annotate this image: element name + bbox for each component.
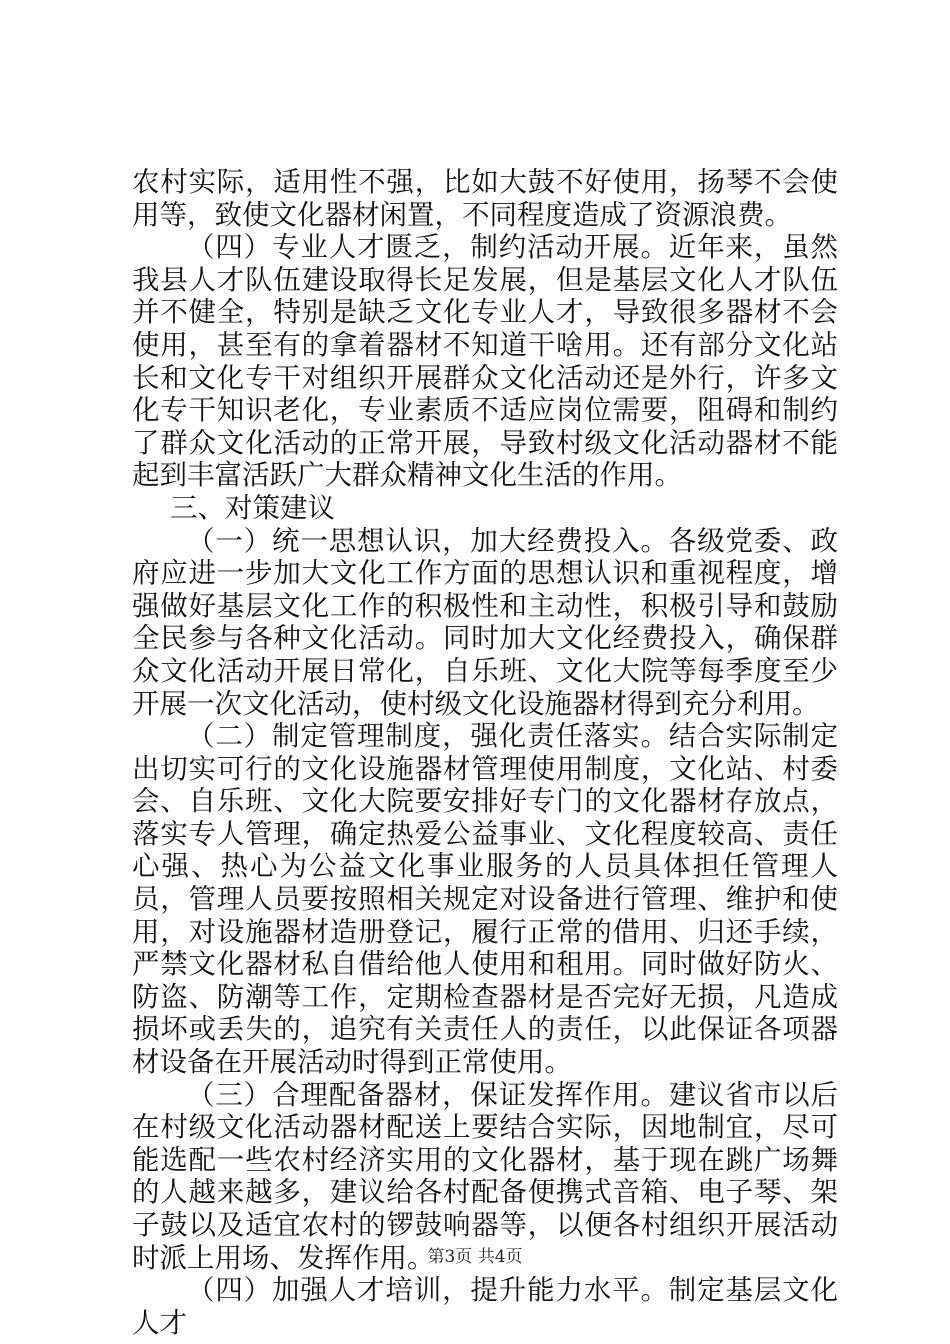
paragraph-3: （一）统一思想认识，加大经费投入。各级党委、政府应进一步加大文化工作方面的思想认识和重视程度，增强做好基层文化工作的积极性和主动性，积极引导和鼓励全民参与各种文化活动。同时加大文化经费投入，确保群众文化活动开展日常化，自乐班、文化大院等每季度至少开展一次文化活动，使村级文化设施器材得到充分利用。: [132, 524, 838, 720]
paragraph-1: 农村实际，适用性不强，比如大鼓不好使用，扬琴不会使用等，致使文化器材闲置，不同程度造成了资源浪费。: [132, 166, 838, 231]
section-heading: 三、对策建议: [170, 491, 335, 524]
paragraph-2: （四）专业人才匮乏，制约活动开展。近年来，虽然我县人才队伍建设取得长足发展，但是基层文化人才队伍并不健全，特别是缺乏文化专业人才，导致很多器材不会使用，甚至有的拿着器材不知道干啥用。还有部分文化站长和文化专干对组织开展群众文化活动还是外行，许多文化专干知识老化，专业素质不适应岗位需要，阻碍和制约了群众文化活动的正常开展，导致村级文化活动器材不能起到丰富活跃广大群众精神文化生活的作用。: [132, 231, 838, 492]
page-footer: 第3页 共4页: [427, 1247, 523, 1267]
document-body: [132, 166, 838, 1339]
paragraph-5: （三）合理配备器材，保证发挥作用。建议省市以后在村级文化活动器材配送上要结合实际，因地制宜，尽可能选配一些农村经济实用的文化器材，基于现在跳广场舞的人越来越多，建议给各村配备便携式音箱、电子琴、架子鼓以及适宜农村的锣鼓响器等，以便各村组织开展活动时派上用场、发挥作用。: [132, 1078, 838, 1274]
paragraph-6: （四）加强人才培训，提升能力水平。制定基层文化人才: [132, 1274, 838, 1339]
paragraph-4: （二）制定管理制度，强化责任落实。结合实际制定出切实可行的文化设施器材管理使用制度，文化站、村委会、自乐班、文化大院要安排好专门的文化器材存放点，落实专人管理，确定热爱公益事业、文化程度较高、责任心强、热心为公益文化事业服务的人员具体担任管理人员，管理人员要按照相关规定对设备进行管理、维护和使用，对设施器材造册登记，履行正常的借用、归还手续，严禁文化器材私自借给他人使用和租用。同时做好防火、防盗、防潮等工作，定期检查器材是否完好无损，凡造成损坏或丢失的，追究有关责任人的责任，以此保证各项器材设备在开展活动时得到正常使用。: [132, 720, 838, 1079]
